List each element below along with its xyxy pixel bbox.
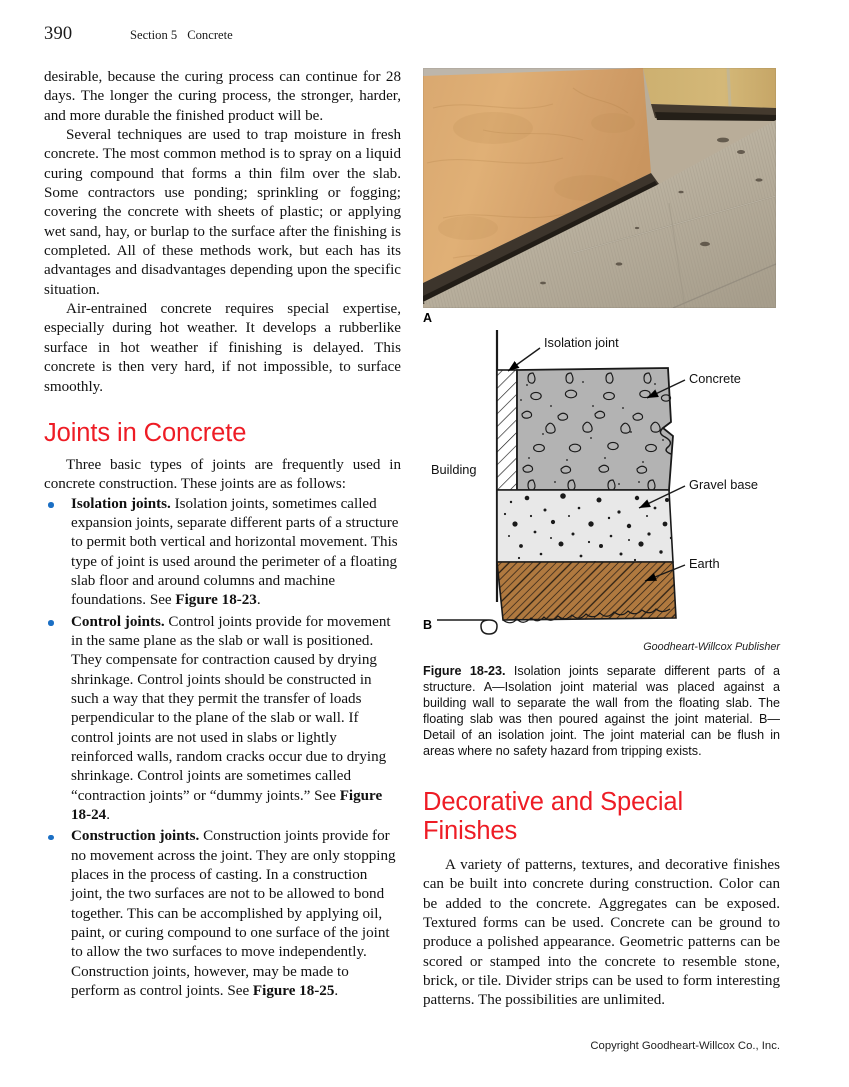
figure-reference: Figure 18-23 xyxy=(175,592,257,609)
panel-b-label: B xyxy=(423,618,433,632)
joint-types-list xyxy=(44,495,401,1002)
paragraph-curing-duration: desirable, because the curing process can continue for 28 days. The longer the curing process, the stronger, harder, and more durable the finished product will be. xyxy=(44,69,401,124)
concrete-slab xyxy=(517,368,673,490)
photo-isolation-joint xyxy=(423,68,776,308)
list-item-tail: . xyxy=(106,807,110,824)
left-column xyxy=(44,68,401,1002)
photo-svg xyxy=(423,68,776,308)
section-label xyxy=(130,28,233,43)
heading-decorative-finishes: Decorative and Special Finishes xyxy=(423,788,684,845)
figure-reference: Figure 18-25 xyxy=(252,983,335,1000)
paragraph-joint-types-intro: Three basic types of joints are frequently used in concrete construction. These joints are as follows: xyxy=(44,456,401,493)
list-item-text: Construction joints provide for no movement across the joint. They are only stopping places in the process of casting. In a construction joint, the two surfaces are not to be allowed to bond together. This can be accomplished by applying oil, paint, or curing compound to one surface of the joint to allow the two surfaces to move independently. Construction joints, however, may be made to perform as control joints. See xyxy=(71,828,396,1000)
isolation-joint-strip xyxy=(497,370,517,490)
figure-reference: Figure 18-24 xyxy=(71,787,383,824)
paragraph-moisture-techniques: Several techniques are used to trap moisture in fresh concrete. The most common method is to spray on a liquid curing compound that forms a thin film over the slab. Some contractors use ponding; sprinkling or fogging; covering the concrete with sheets of plastic; or applying wet sand, hay, or burlap to the surface after the finishing is completed. All of these methods work, but each has its advantages and disadvantages depending upon the specific situation. xyxy=(44,127,401,298)
list-item xyxy=(44,613,401,826)
list-item xyxy=(44,827,401,1001)
figure-credit: Goodheart-Willcox Publisher xyxy=(643,641,780,653)
paragraph-decorative-finishes: A variety of patterns, textures, and decorative finishes can be built into concrete during construction. Color can be added to the concrete. Aggregates can be exposed. Textured forms can be used. Concrete can be ground to produce a polished appearance. Geometric patterns can be scored or stamped into the concrete to resemble stone, brick, or tile. Divider strips can be used to form interesting patterns. The possibilities are unlimited. xyxy=(423,857,780,1009)
list-item-lead: Control joints. xyxy=(71,613,165,630)
list-item xyxy=(44,495,401,611)
bullet-dot-icon xyxy=(48,502,54,508)
leader-isolation-joint xyxy=(508,348,540,371)
break-symbol-bottom xyxy=(437,620,497,634)
list-item-lead: Construction joints. xyxy=(71,828,200,845)
label-building: Building xyxy=(431,462,477,477)
figure-caption-number: Figure 18-23. xyxy=(423,664,506,678)
label-gravel-base: Gravel base xyxy=(689,477,758,492)
paragraph-air-entrained: Air-entrained concrete requires special expertise, especially during hot weather. It develops a rubberlike surface in hot weather if finishing is delayed. This concrete is then very hard, if not impossible, to surface smoothly. xyxy=(44,301,401,395)
earth-layer-crosshatch xyxy=(497,562,676,620)
list-item-text: Control joints provide for movement in the same plane as the slab or wall is positioned. They compensate for contraction caused by drying shrinkage. Control joints should be constructed in such a way that they permit the transfer of loads perpendicular to the plane of the slab or wall. If control joints are not used in slabs or lightly reinforced walls, random cracks occur due to drying shrinkage. Control joints are sometimes called “contraction joints” or “dummy joints.” See xyxy=(71,613,391,804)
bullet-dot-icon xyxy=(48,835,54,841)
figure-caption-text: Isolation joints separate different parts of a structure. A—Isolation joint material was placed against a building wall to separate the wall from the floating slab. The floating slab was then poured against the joint material. B—Detail of an isolation joint. The joint material can be flush in areas where no safety hazard from tripping exists. xyxy=(423,664,780,759)
list-item-tail: . xyxy=(256,592,261,609)
footer-copyright: Copyright Goodheart-Willcox Co., Inc. xyxy=(590,1040,780,1052)
figure-photo-panel-a xyxy=(423,68,776,308)
list-item-tail: . xyxy=(334,983,339,1000)
heading-joints-in-concrete: Joints in Concrete xyxy=(44,418,247,447)
figure-diagram-panel-b xyxy=(423,322,780,637)
isolation-joint-diagram xyxy=(423,322,780,637)
label-isolation-joint: Isolation joint xyxy=(544,335,619,350)
panel-a-label: A xyxy=(423,311,433,325)
section-title: Concrete xyxy=(187,28,233,42)
label-earth: Earth xyxy=(689,556,720,571)
right-column xyxy=(423,788,780,1011)
running-head xyxy=(44,24,784,50)
figure-caption xyxy=(423,663,780,760)
gravel-base-layer xyxy=(497,490,673,562)
page-number: 390 xyxy=(44,24,73,44)
list-item-text: Isolation joints, sometimes called expansion joints, separate different parts of a structure to permit both vertical and horizontal movement. This type of joint is used around the perimeter of a floating slab floor and around columns and machine foundations. See xyxy=(71,495,399,609)
bullet-dot-icon xyxy=(48,620,54,626)
list-item-lead: Isolation joints. xyxy=(71,495,171,512)
label-concrete: Concrete xyxy=(689,371,741,386)
section-number: Section 5 xyxy=(130,28,178,42)
